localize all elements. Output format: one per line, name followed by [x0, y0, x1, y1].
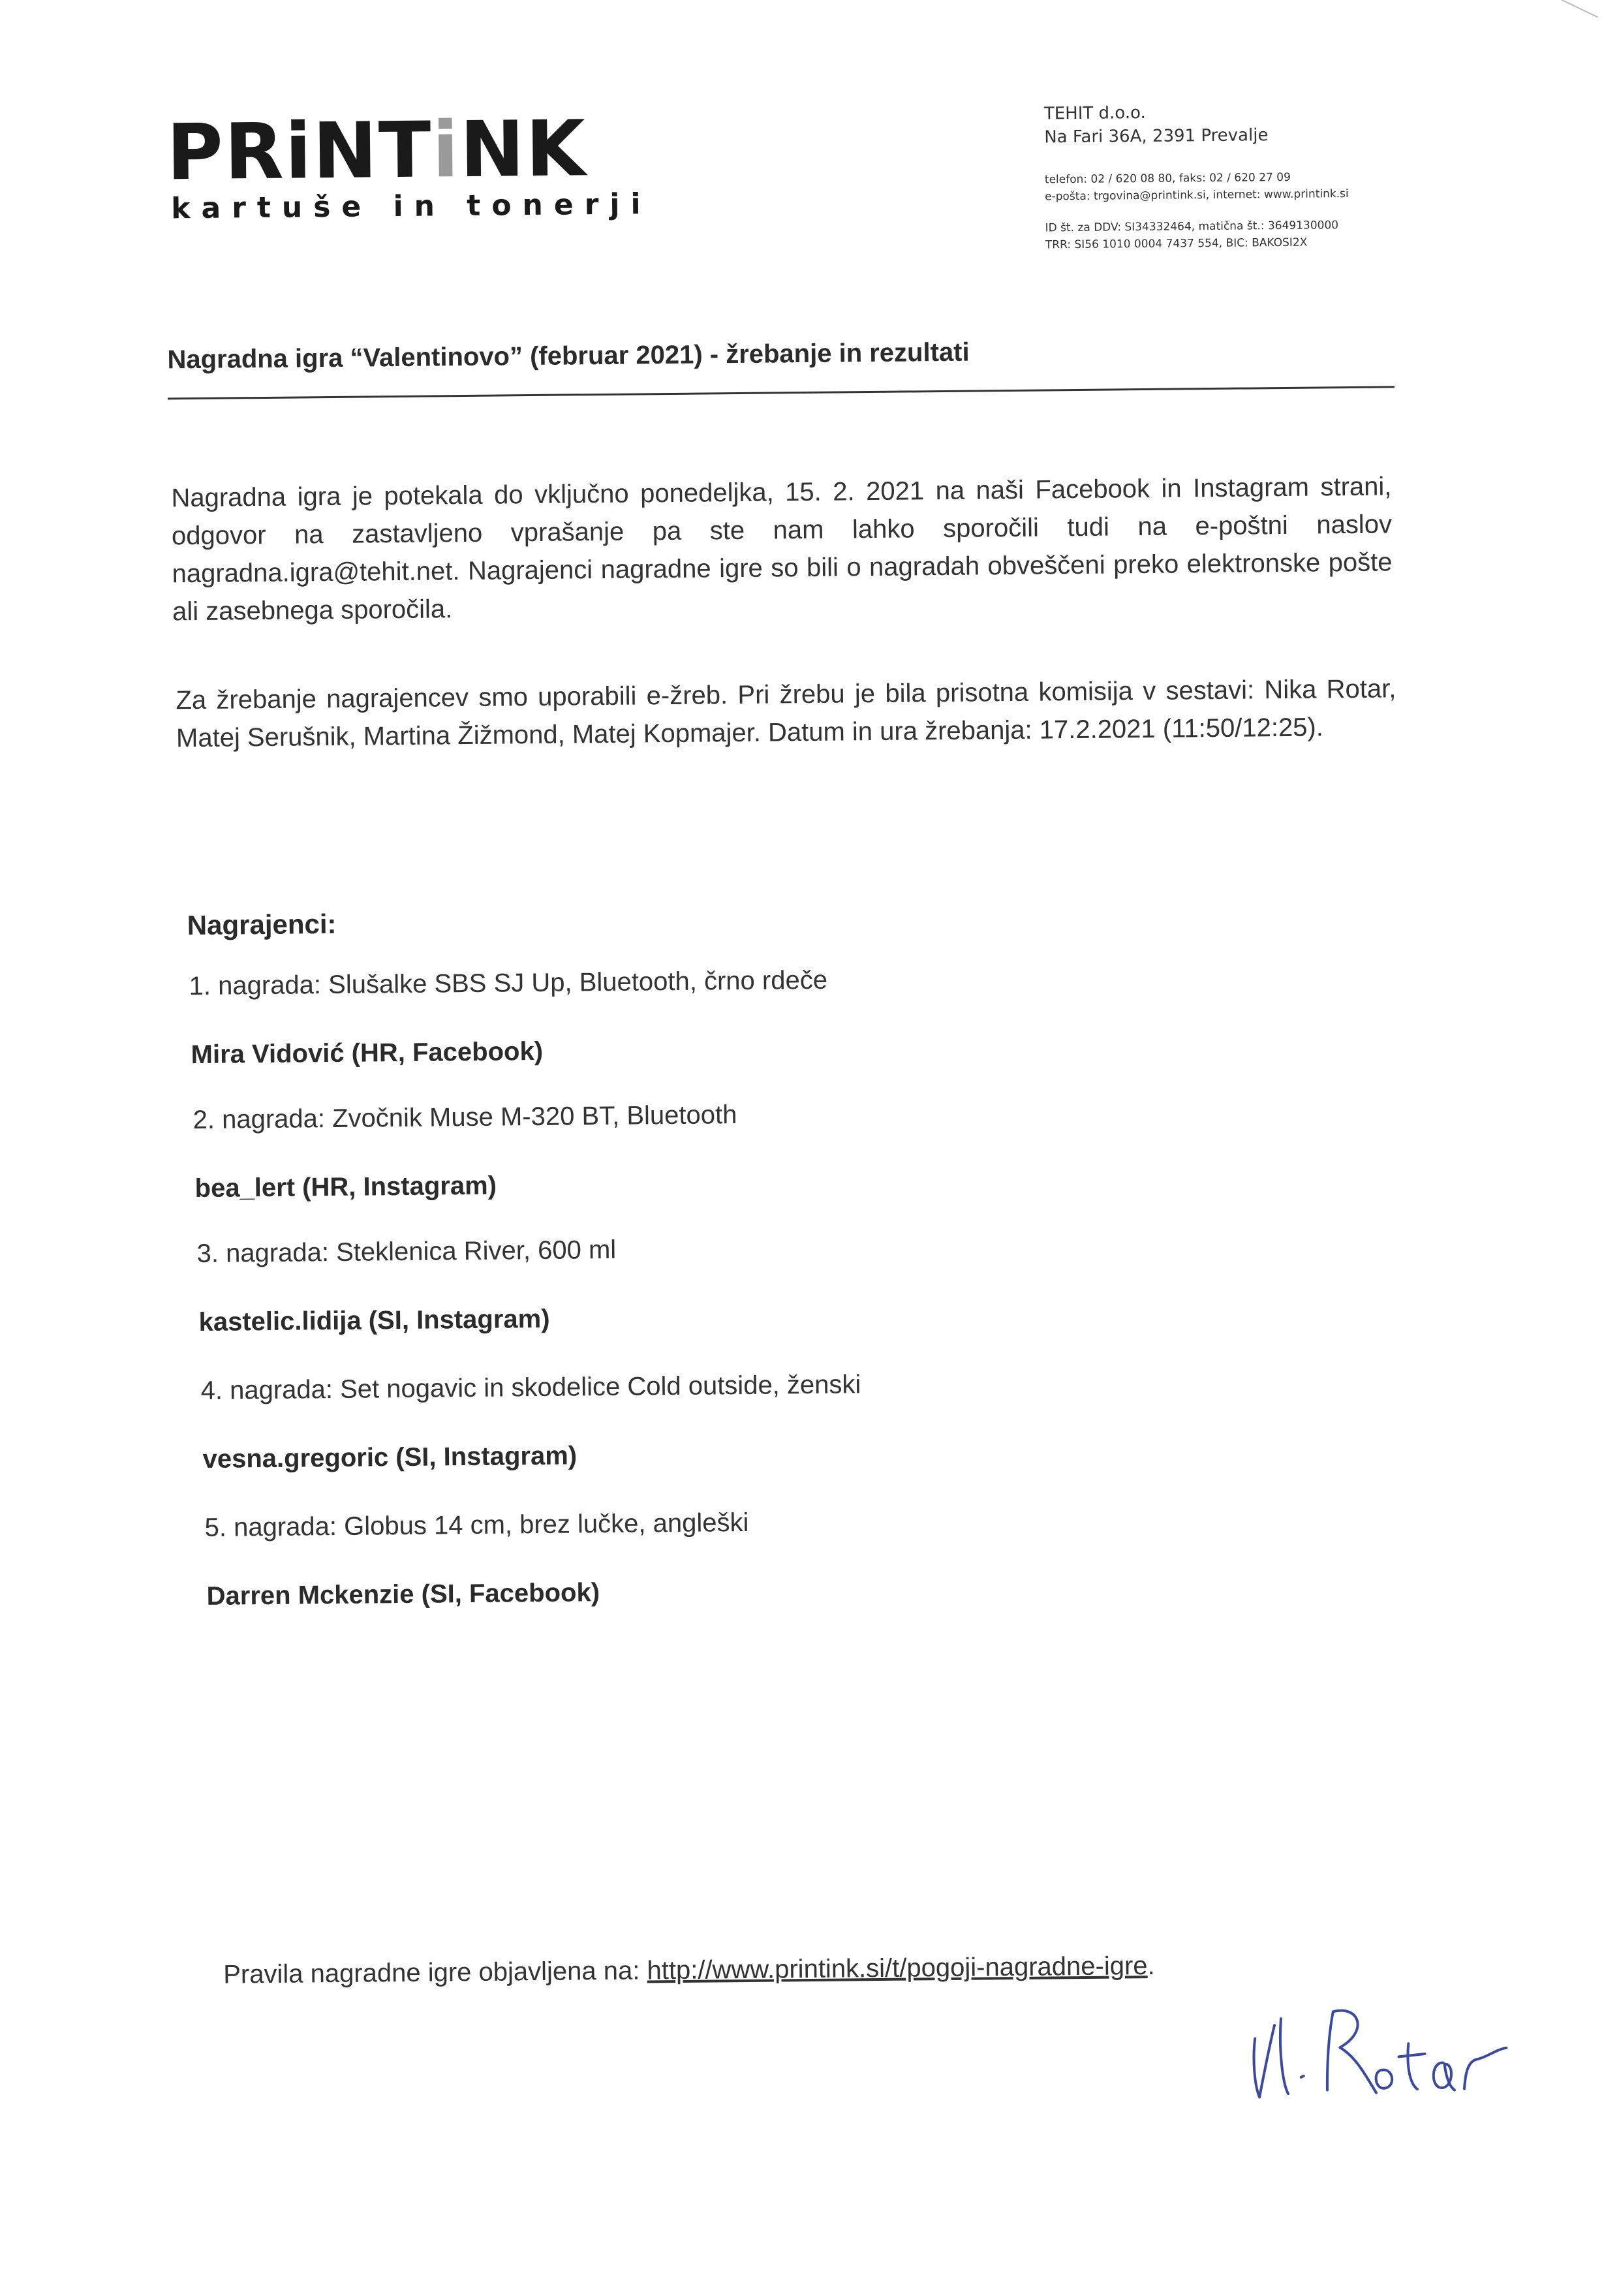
company-contact-1: telefon: 02 / 620 08 80, faks: 02 / 620 27 09	[1044, 170, 1291, 187]
rules-footer-text: Pravila nagradne igre objavljena na:	[223, 1956, 647, 1989]
prize-3-award: 3. nagrada: Steklenica River, 600 ml	[196, 1235, 617, 1269]
prize-2-award: 2. nagrada: Zvočnik Muse M-320 BT, Bluetooth	[193, 1100, 737, 1135]
company-ids-1: ID št. za DDV: SI34332464, matična št.: 3649130000	[1045, 219, 1339, 235]
printink-logo	[166, 103, 652, 232]
winners-heading: Nagrajenci:	[187, 908, 337, 941]
rules-footer: Pravila nagradne igre objavljena na: http://www.printink.si/t/pogoji-nagradne-igre.	[223, 1951, 1155, 1989]
company-ids-2: TRR: SI56 1010 0004 7437 554, BIC: BAKOSI2X	[1045, 236, 1308, 252]
rules-link[interactable]: http://www.printink.si/t/pogoji-nagradne-igre	[647, 1951, 1148, 1985]
prize-2-winner: bea_lert (HR, Instagram)	[194, 1171, 497, 1203]
prize-1-winner: Mira Vidović (HR, Facebook)	[191, 1036, 544, 1070]
company-name: TEHIT d.o.o.	[1043, 102, 1146, 124]
scan-corner-mark	[1558, 0, 1604, 23]
handwritten-signature	[1235, 1984, 1517, 2111]
logo-tagline: kartuše in tonerji	[170, 187, 652, 226]
prize-3-winner: kastelic.lidija (SI, Instagram)	[198, 1304, 550, 1337]
company-info	[1044, 99, 1349, 253]
prize-5-award: 5. nagrada: Globus 14 cm, brez lučke, angleški	[204, 1508, 749, 1542]
logo-wordmark: PRiNTiNK	[166, 103, 587, 198]
prize-1-award: 1. nagrada: Slušalke SBS SJ Up, Bluetooth, črno rdeče	[189, 965, 828, 1001]
prize-5-winner: Darren Mckenzie (SI, Facebook)	[206, 1578, 600, 1611]
company-address: Na Fari 36A, 2391 Prevalje	[1044, 125, 1269, 147]
intro-paragraph: Nagradna igra je potekala do vključno ponedeljka, 15. 2. 2021 na naši Facebook in Instagram strani, odgovor na zastavljeno vprašanje pa ste nam lahko sporočili tudi na e-poštni naslov nagradna.igra@tehit.net. Nagrajenci nagradne igre so bili o nagradah obveščeni preko elektronske pošte ali zasebnega sporočila.	[171, 472, 1393, 627]
prize-4-award: 4. nagrada: Set nogavic in skodelice Cold outside, ženski	[200, 1370, 861, 1405]
document-title: Nagradna igra “Valentinovo” (februar 2021) - žrebanje in rezultati	[167, 337, 970, 375]
title-divider	[168, 386, 1395, 399]
draw-paragraph: Za žrebanje nagrajencev smo uporabili e-žreb. Pri žrebu je bila prisotna komisija v sestavi: Nika Rotar, Matej Serušnik, Martina Žižmond, Matej Kopmajer. Datum in ura žrebanja: 17.2.2021 (11:50/12:25).	[176, 674, 1396, 753]
prize-4-winner: vesna.gregoric (SI, Instagram)	[202, 1441, 578, 1474]
company-contact-2: e-pošta: trgovina@printink.si, internet: www.printink.si	[1045, 187, 1349, 204]
